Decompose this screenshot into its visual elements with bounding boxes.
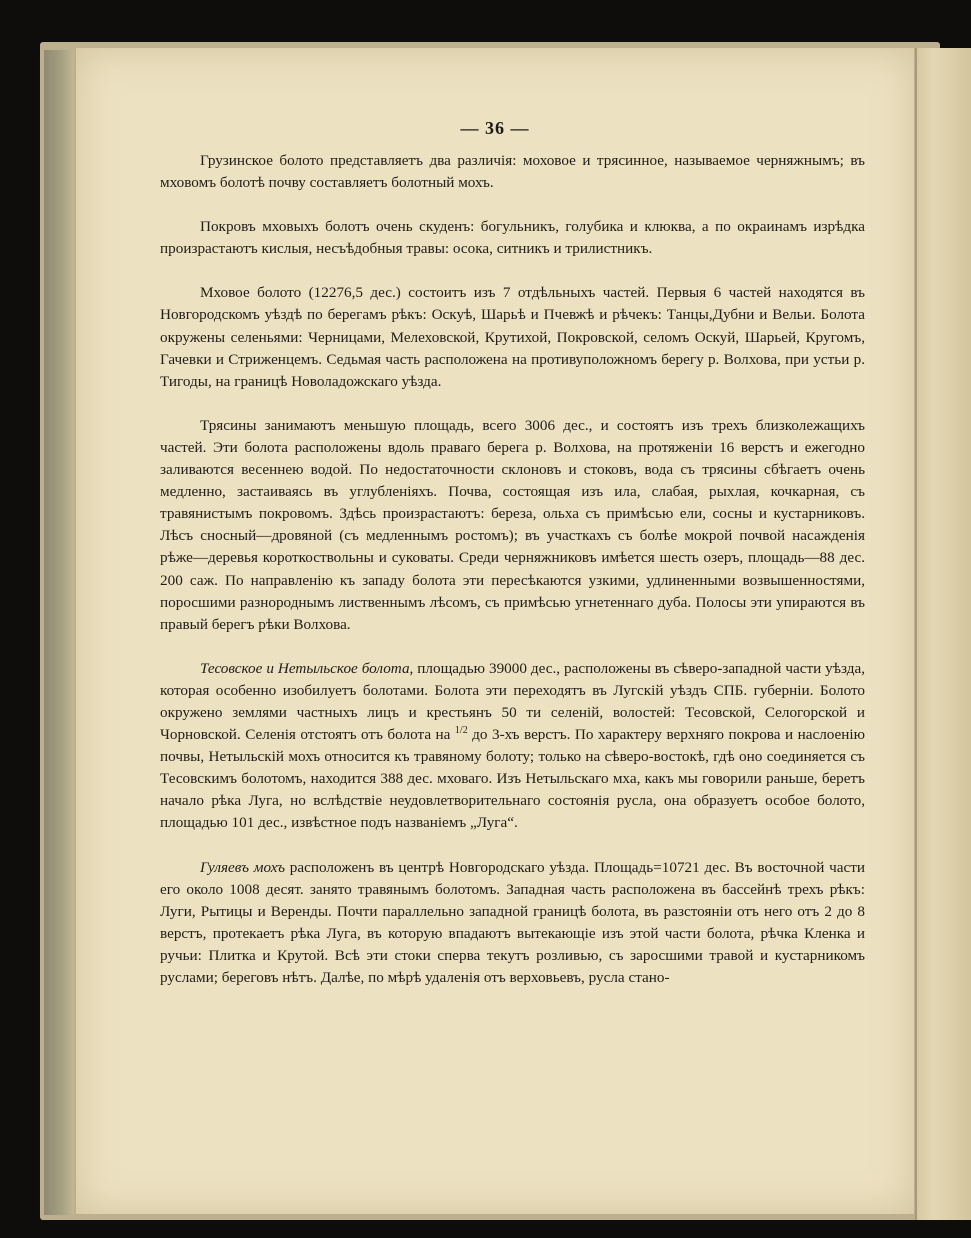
paragraph-6-text: расположенъ въ центрѣ Новгородскаго уѣзда. Площадь=10721 дес. Въ восточной части его около 1008 десят. занято травянымъ болотомъ. Западная часть расположена въ бассейнѣ трехъ рѣкъ: Луги, Рытицы и Веренды. Почти параллельно западной границѣ болота, въ разстояніи отъ него отъ 2 до 8 верстъ, протекаетъ рѣка Луга, въ которую впадаютъ вытекающіе изъ этой части болота, рѣчка Кленка и ручьи: Плитка и Крутой. Всѣ эти стоки сперва текутъ розливью, съ заросшими травой и кустарникомъ руслами; береговъ нѣтъ. Далѣе, по мѣрѣ удаленія отъ верховьевъ, русла стано- xyxy=(160,858,865,986)
fraction-half: 1/2 xyxy=(454,725,468,736)
paragraph-5-text-a: площадью 39000 дес., расположены въ сѣверо-западной части уѣзда, которая особенно изобилуетъ болотами. Болота эти переходятъ въ Лугскій уѣздъ СПБ. губерніи. Болото окружено землями частныхъ лицъ и крестьянъ 50 ти селеній, волостей: Тесовской, Селогорской и Чорновской. Селенія отстоятъ отъ болота на xyxy=(160,659,866,744)
page-body xyxy=(160,150,865,989)
paragraph-2: Покровъ мховыхъ болотъ очень скуденъ: богульникъ, голубика и клюква, а по окраинамъ изрѣдка произрастаютъ кислыя, несъѣдобныя травы: осока, ситникъ и трилистникъ. xyxy=(160,218,865,258)
paragraph-5-text-b: до 3-хъ верстъ. По характеру верхняго покрова и наслоенію почвы, Нетыльскій мохъ относится къ травяному болоту; только на сѣверо-востокѣ, гдѣ оно соединяется съ Тесовскимъ болотомъ, находится 388 дес. мховаго. Изъ Нетыльскаго мха, какъ мы говорили раньше, беретъ начало рѣка Луга, но вслѣдствіе неудовлетворительнаго состоянія русла, она образуетъ особое болото, площадью 101 дес., извѣстное подъ названіемъ „Луга“. xyxy=(160,726,865,832)
paragraph-6 xyxy=(160,857,865,990)
facing-page-edge xyxy=(915,48,971,1220)
paragraph-1: Грузинское болото представляетъ два различія: моховое и трясинное, называемое черняжнымъ; въ мховомъ болотѣ почву составляетъ болотный мохъ. xyxy=(160,152,865,192)
page-number: — 36 — xyxy=(460,118,530,138)
paragraph-5 xyxy=(160,658,865,835)
paragraph-4: Трясины занимаютъ меньшую площадь, всего 3006 дес., и состоятъ изъ трехъ близколежащихъ частей. Эти болота расположены вдоль праваго берега р. Волхова, на протяженіи 16 верстъ и ежегодно заливаются весеннею водой. По недостаточности склоновъ и стоковъ, вода съ трясины сбѣгаетъ очень медленно, застаиваясь въ углубленіяхъ. Почва, состоящая изъ ила, слабая, рыхлая, кочкарная, съ травянистымъ покровомъ. Здѣсь произрастаютъ: береза, ольха съ примѣсью ели, сосны и кустарниковъ. Лѣсъ сносный—дровяной (съ медленнымъ ростомъ); въ участкахъ съ болѣе мокрой почвой насажденія рѣже—деревья короткоствольны и суковаты. Среди черняжниковъ имѣется шесть озеръ, площадь—88 дес. 200 саж. По направленію къ западу болота эти пересѣкаются узкими, удлиненными возвышенностями, поросшими разнороднымъ лиственнымъ лѣсомъ, съ примѣсью угнетеннаго дуба. Полосы эти упираются въ правый берегъ рѣки Волхова. xyxy=(160,416,865,633)
book-spine-shadow xyxy=(44,50,74,1215)
paragraph-5-heading: Тесовское и Нетыльское болота, xyxy=(200,659,414,677)
book-page xyxy=(76,48,914,1214)
paragraph-6-heading: Гуляевъ мохъ xyxy=(200,858,286,876)
paragraph-3: Мховое болото (12276,5 дес.) состоитъ изъ 7 отдѣльныхъ частей. Первыя 6 частей находятся въ Новгородскомъ уѣздѣ по берегамъ рѣкъ: Оскуѣ, Шарьѣ и Пчевжѣ и рѣчекъ: Танцы,Дубни и Вельи. Болота окружены селеньями: Черницами, Мелеховской, Крутихой, Покровской, селомъ Оскуй, Шарьей, Кругомъ, Гачевки и Стриженцемъ. Седьмая часть расположена на противуположномъ берегу р. Волхова, при устьи р. Тигоды, на границѣ Новоладожскаго уѣзда. xyxy=(160,284,865,390)
